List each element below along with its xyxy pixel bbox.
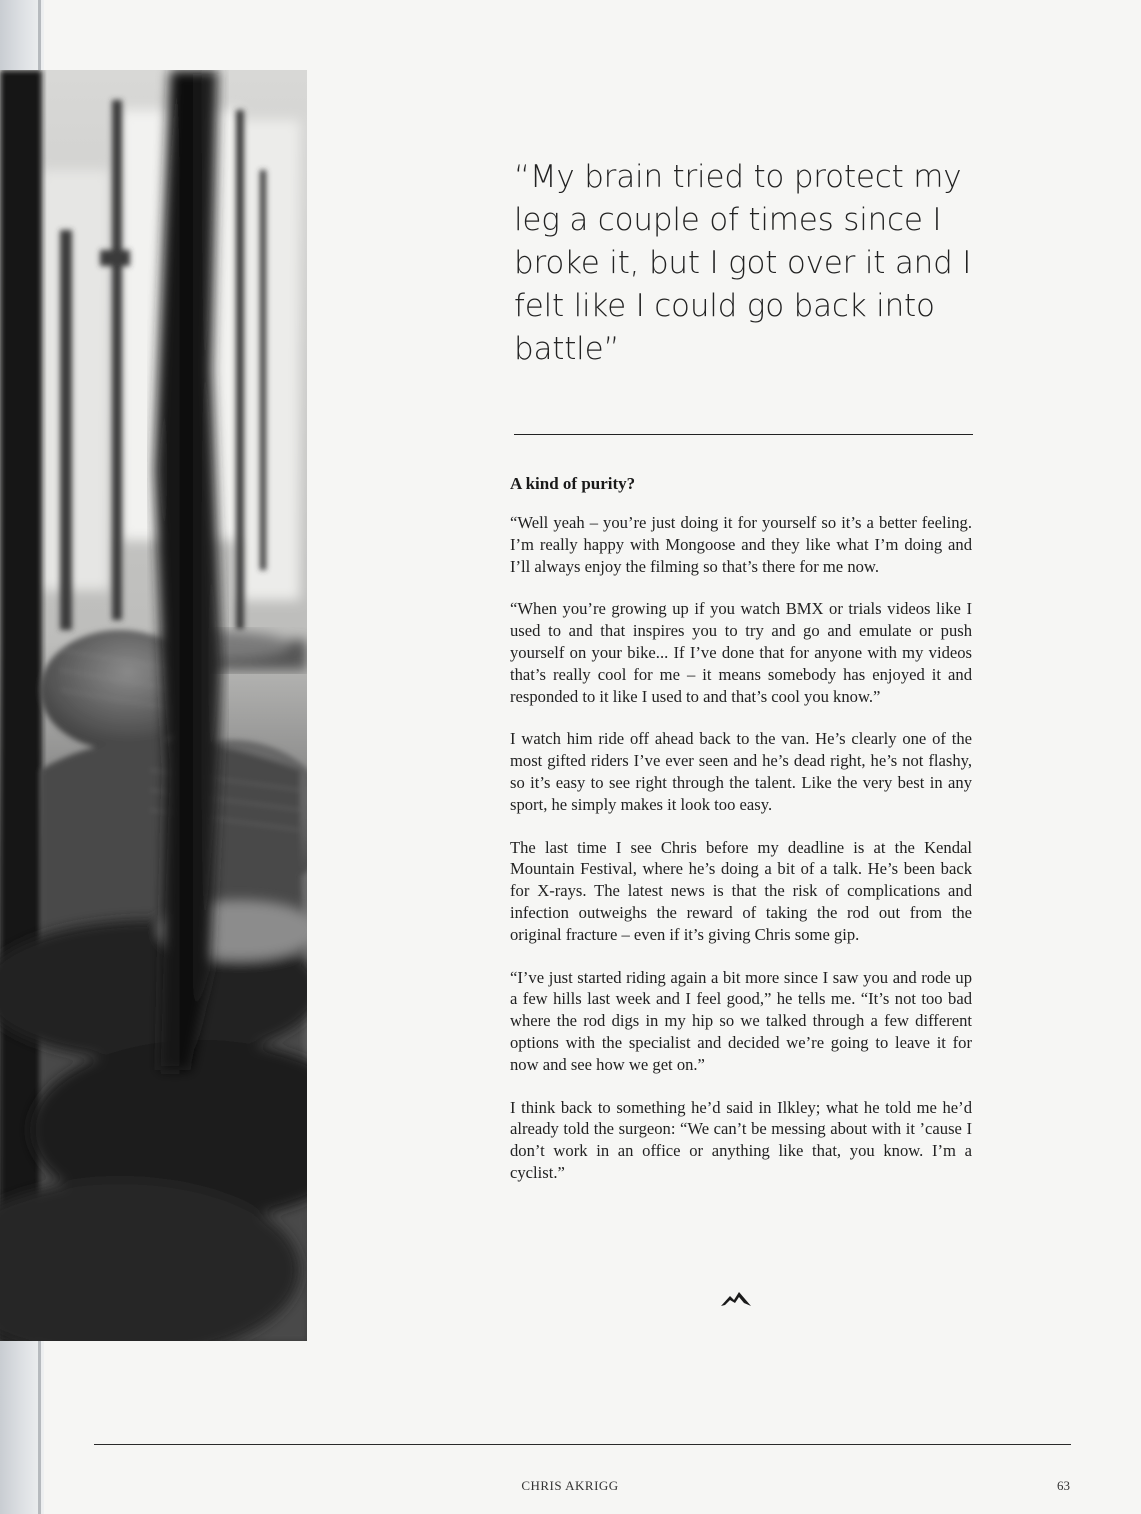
pull-quote-divider [514,434,973,435]
pull-quote: “My brain tried to protect my leg a couple of times since I broke it, but I got over it and I felt like I could go back into battle” [514,159,972,367]
article-paragraph: The last time I see Chris before my deadline is at the Kendal Mountain Festival, where he’s doing a bit of a talk. He’s been back for X-rays. The latest news is that the risk of complications and infection outweighs the reward of taking the rod out from the original fracture – even if it’s giving Chris some gip. [510,837,972,944]
article-paragraph: “I’ve just started riding again a bit more since I saw you and rode up a few hills last week and I feel good,” he tells me. “It’s not too bad where the rod digs in my hip so we talked through a few different options with the specialist and decided we’re going to leave it for now and see how we get on.” [510,967,972,1074]
cafe-photo-graphic [0,70,307,1341]
article-subhead: A kind of purity? [510,474,636,493]
cafe-photo [0,70,307,1341]
mountain-end-mark-icon [720,1290,752,1308]
article-paragraph: “Well yeah – you’re just doing it for yourself so it’s a better feeling. I’m really happy with Mongoose and they like what I’m doing and I’ll always enjoy the filming so that’s there for me now. [510,513,972,576]
article-paragraph: I think back to something he’d said in Ilkley; what he told me he’d already told the surgeon: “We can’t be messing about with it ’cause I don’t work in an office or anything like that, you know. I’m a cyclist.” [510,1097,972,1182]
page-number: 63 [1057,1478,1070,1493]
article-body [510,473,972,1205]
running-head: CHRIS AKRIGG [521,1478,619,1493]
article-paragraph: “When you’re growing up if you watch BMX or trials videos like I used to and that inspires you to try and go and emulate or push yourself on your bike... If I’ve done that for anyone with my videos that’s really cool for me – it means somebody has enjoyed it and responded to it like I used to and that’s cool you know.” [510,599,972,706]
article-paragraph: I watch him ride off ahead back to the van. He’s clearly one of the most gifted riders I’ve ever seen and he’s dead right, he’s not flashy, so it’s easy to see right through the talent. Like the very best in any sport, he simply makes it look too easy. [510,729,972,814]
footer-divider [94,1444,1071,1445]
